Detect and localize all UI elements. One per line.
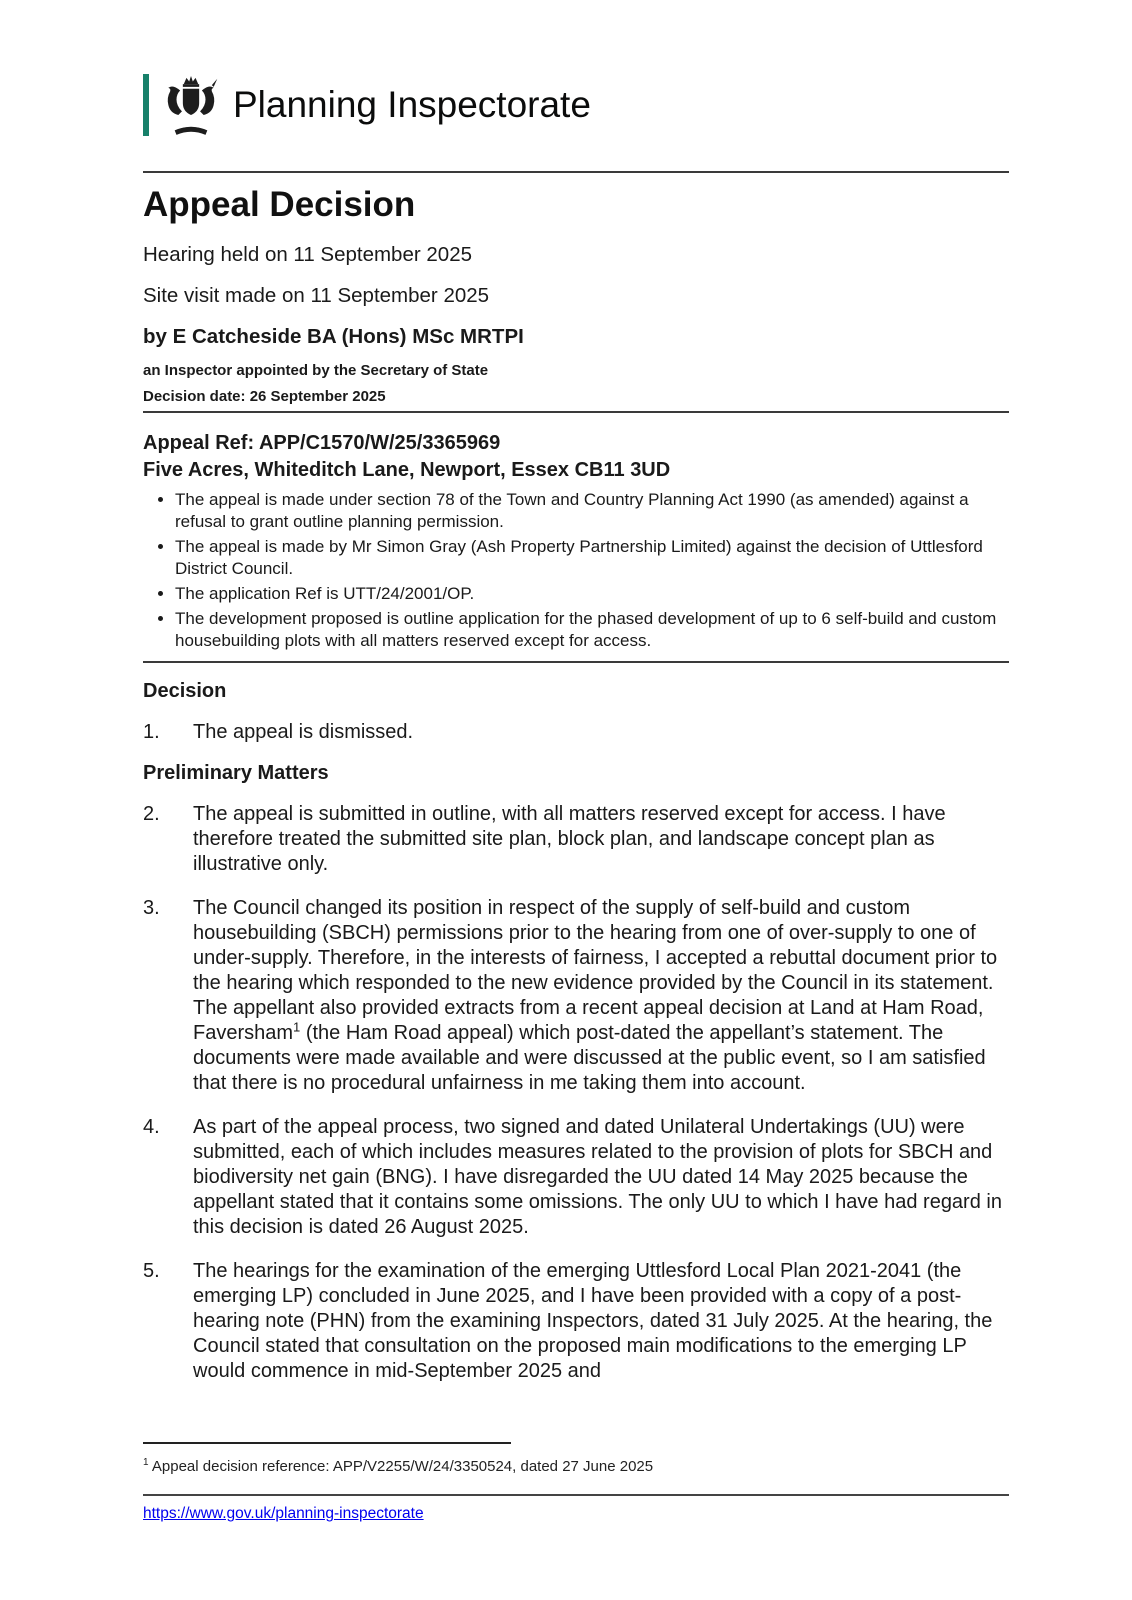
paragraph-text: The Council changed its position in respect of the supply of self-build and custom housebuilding (SBCH) permissions prior to the hearing from one of over-supply to one of under-supply. Therefore, in the interests of fairness, I accepted a rebuttal document prior to the hearing which responded to the new evidence provided by the Council in its statement. The appellant also provided extracts from a recent appeal decision at Land at Ham Road, Faversham$^1$ (the Ham Road appeal) which post-dated the appellant’s statement. The documents were made available and were discussed at the public event, so I am satisfied that there is no procedural unfairness in me taking them into account. (193, 897, 998, 1094)
paragraph-number: 1. (143, 721, 160, 743)
footnote-divider (143, 1442, 511, 1444)
royal-crest-icon (162, 73, 220, 137)
page-title: Appeal Decision (143, 185, 416, 224)
paragraph-number: 4. (143, 1116, 160, 1138)
hearing-date-line: Hearing held on 11 September 2025 (143, 243, 472, 266)
appeal-summary-bullets (143, 489, 1009, 663)
header-divider (143, 171, 1009, 173)
paragraph-number: 3. (143, 897, 160, 919)
paragraph-text: The hearings for the examination of the emerging Uttlesford Local Plan 2021-2041 (the emerging LP) concluded in June 2025, and I have been provided with a copy of a post-hearing note (PHN) from the examining Inspectors, dated 31 July 2025. At the hearing, the Council stated that consultation on the proposed main modifications to the emerging LP would commence in mid-September 2025 and (193, 1260, 993, 1382)
decision-date-line: Decision date: 26 September 2025 (143, 388, 386, 405)
appeal-bullet: • The application Ref is UTT/24/2001/OP. (175, 583, 1009, 605)
page-footer (143, 1494, 1009, 1523)
footnote-text (143, 1453, 1009, 1476)
appeal-bullet: • The development proposed is outline application for the phased development of up to 6 self-build and custom housebuilding plots with all matters reserved except for access. (175, 608, 1009, 652)
inspector-line: by E Catcheside BA (Hons) MSc MRTPI (143, 325, 524, 348)
paragraph-text: The appeal is dismissed. (193, 721, 414, 743)
paragraph-number: 5. (143, 1260, 160, 1282)
decision-date-block (143, 387, 1009, 413)
footnote-block (143, 1442, 1009, 1476)
appeal-site-line: Five Acres, Whiteditch Lane, Newport, Essex CB11 3UD (143, 459, 671, 481)
paragraph-text: The appeal is submitted in outline, with all matters reserved except for access. I have therefore treated the submitted site plan, block plan, and landscape concept plan as illustrative only. (193, 803, 946, 875)
brand-bar (143, 74, 149, 136)
section-heading: Preliminary Matters (143, 762, 329, 784)
inspector-role-line: an Inspector appointed by the Secretary of State (143, 362, 489, 379)
numbered-paragraph (143, 1259, 1009, 1384)
appeal-bullet: • The appeal is made under section 78 of the Town and Country Planning Act 1990 (as amended) against a refusal to grant outline planning permission. (175, 489, 1009, 533)
paragraph-text: As part of the appeal process, two signed and dated Unilateral Undertakings (UU) were submitted, each of which includes measures related to the provision of plots for SBCH and biodiversity net gain (BNG). I have disregarded the UU dated 14 May 2025 because the appellant stated that it contains some omissions. The only UU to which I have had regard in this decision is dated 26 August 2025. (193, 1116, 1002, 1238)
footer-link[interactable]: https://www.gov.uk/planning-inspectorate (143, 1505, 424, 1522)
footnote-marker: 1 (143, 1457, 149, 1468)
decision-body (143, 678, 1009, 1384)
footnote-ref-marker: 1 (293, 1019, 301, 1035)
header (143, 72, 1009, 138)
numbered-paragraph (143, 802, 1009, 877)
paragraph-number: 2. (143, 803, 160, 825)
logo-text: Planning Inspectorate (233, 84, 591, 125)
footnote-reference: Appeal decision reference: APP/V2255/W/24/3350524, dated 27 June 2025 (148, 1458, 654, 1475)
appeal-bullet: • The appeal is made by Mr Simon Gray (Ash Property Partnership Limited) against the decision of Uttlesford District Council. (175, 536, 1009, 580)
site-visit-line: Site visit made on 11 September 2025 (143, 284, 490, 307)
numbered-paragraph (143, 720, 1009, 745)
numbered-paragraph (143, 1115, 1009, 1240)
numbered-paragraph (143, 896, 1009, 1096)
section-heading: Decision (143, 680, 227, 702)
appeal-ref-line: Appeal Ref: APP/C1570/W/25/3365969 (143, 432, 501, 454)
